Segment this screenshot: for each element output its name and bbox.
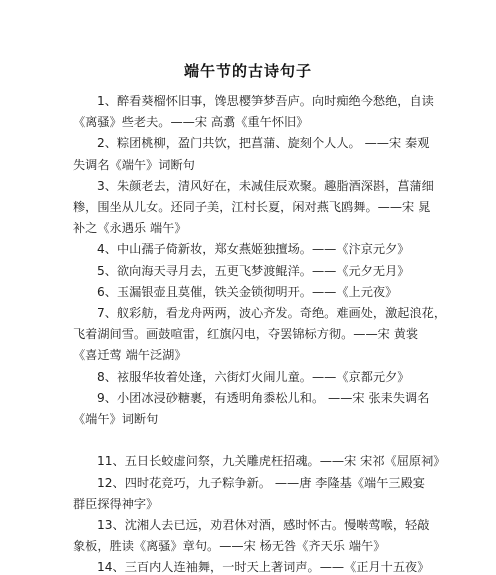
document-title: 端午节的古诗句子 [183, 62, 312, 80]
poem-line: 6、玉漏银壶且莫催，铁关金锁彻明开。——《上元夜》 [97, 284, 398, 299]
poem-line: 《端午》词断句 [73, 412, 159, 426]
poem-line: 14、三百内人连袖舞，一时天上著词声。——《正月十五夜》 [97, 560, 430, 575]
poem-line: 2、粽团桃柳，盈门共饮，把菖蒲、旋刻个人人。 ——宋 秦观 [97, 136, 430, 151]
poem-line: 13、沈湘人去已远，劝君休对酒，感时怀古。慢啭莺喉，轻敲 [97, 518, 430, 532]
poem-line: 4、中山孺子倚新妆，郑女燕姬独擅场。——《汴京元夕》 [97, 242, 410, 257]
poem-line: 8、袨服华妆着处逢，六街灯火闹儿童。——《京都元夕》 [97, 369, 410, 384]
poem-line: 失调名《端午》词断句 [73, 157, 195, 172]
poem-line: 9、小团冰浸砂糖裹，有透明角黍松儿和。 ——宋 张耒失调名 [97, 390, 430, 405]
poem-line: 11、五日长蛟虚问祭，九关雕虎枉招魂。——宋 宋祁《屈原祠》 [97, 454, 446, 469]
poem-line: 象板，胜读《离骚》章句。——宋 杨无咎《齐天乐 端午》 [73, 539, 386, 554]
poem-line: 群臣探得神字》 [73, 496, 159, 511]
poem-line: 糁，围坐从儿女。还同子美，江村长夏，闲对燕飞鸥舞。——宋 晁 [73, 200, 431, 214]
poem-line: 《离骚》些老夫。——宋 高翥《重午怀旧》 [73, 115, 309, 130]
poem-line: 飞着湖间雪。画鼓喧雷，红旗闪电，夺罢锦标方彻。——宋 黄裳 [73, 327, 419, 342]
poem-line: 补之《永遇乐 端午》 [73, 221, 187, 236]
poem-line: 《喜迁莺 端午泛湖》 [73, 348, 187, 363]
poem-line: 12、四时花竞巧，九子粽争新。 ——唐 李隆基《端午三殿宴 [97, 475, 425, 490]
poem-line: 1、醉看葵榴怀旧事，馋思樱笋梦吾庐。向时痴绝今愁绝，自读 [97, 94, 434, 108]
poem-line: 3、朱颜老去，清风好在，未减佳辰欢聚。趣脂酒深斟，菖蒲细 [97, 178, 434, 193]
poem-line: 5、欲向海天寻月去，五更飞梦渡鲲洋。——《元夕无月》 [97, 263, 410, 278]
poem-line: 7、舣彩舫，看龙舟两两，波心齐发。奇绝。难画处，激起浪花， [97, 306, 447, 320]
